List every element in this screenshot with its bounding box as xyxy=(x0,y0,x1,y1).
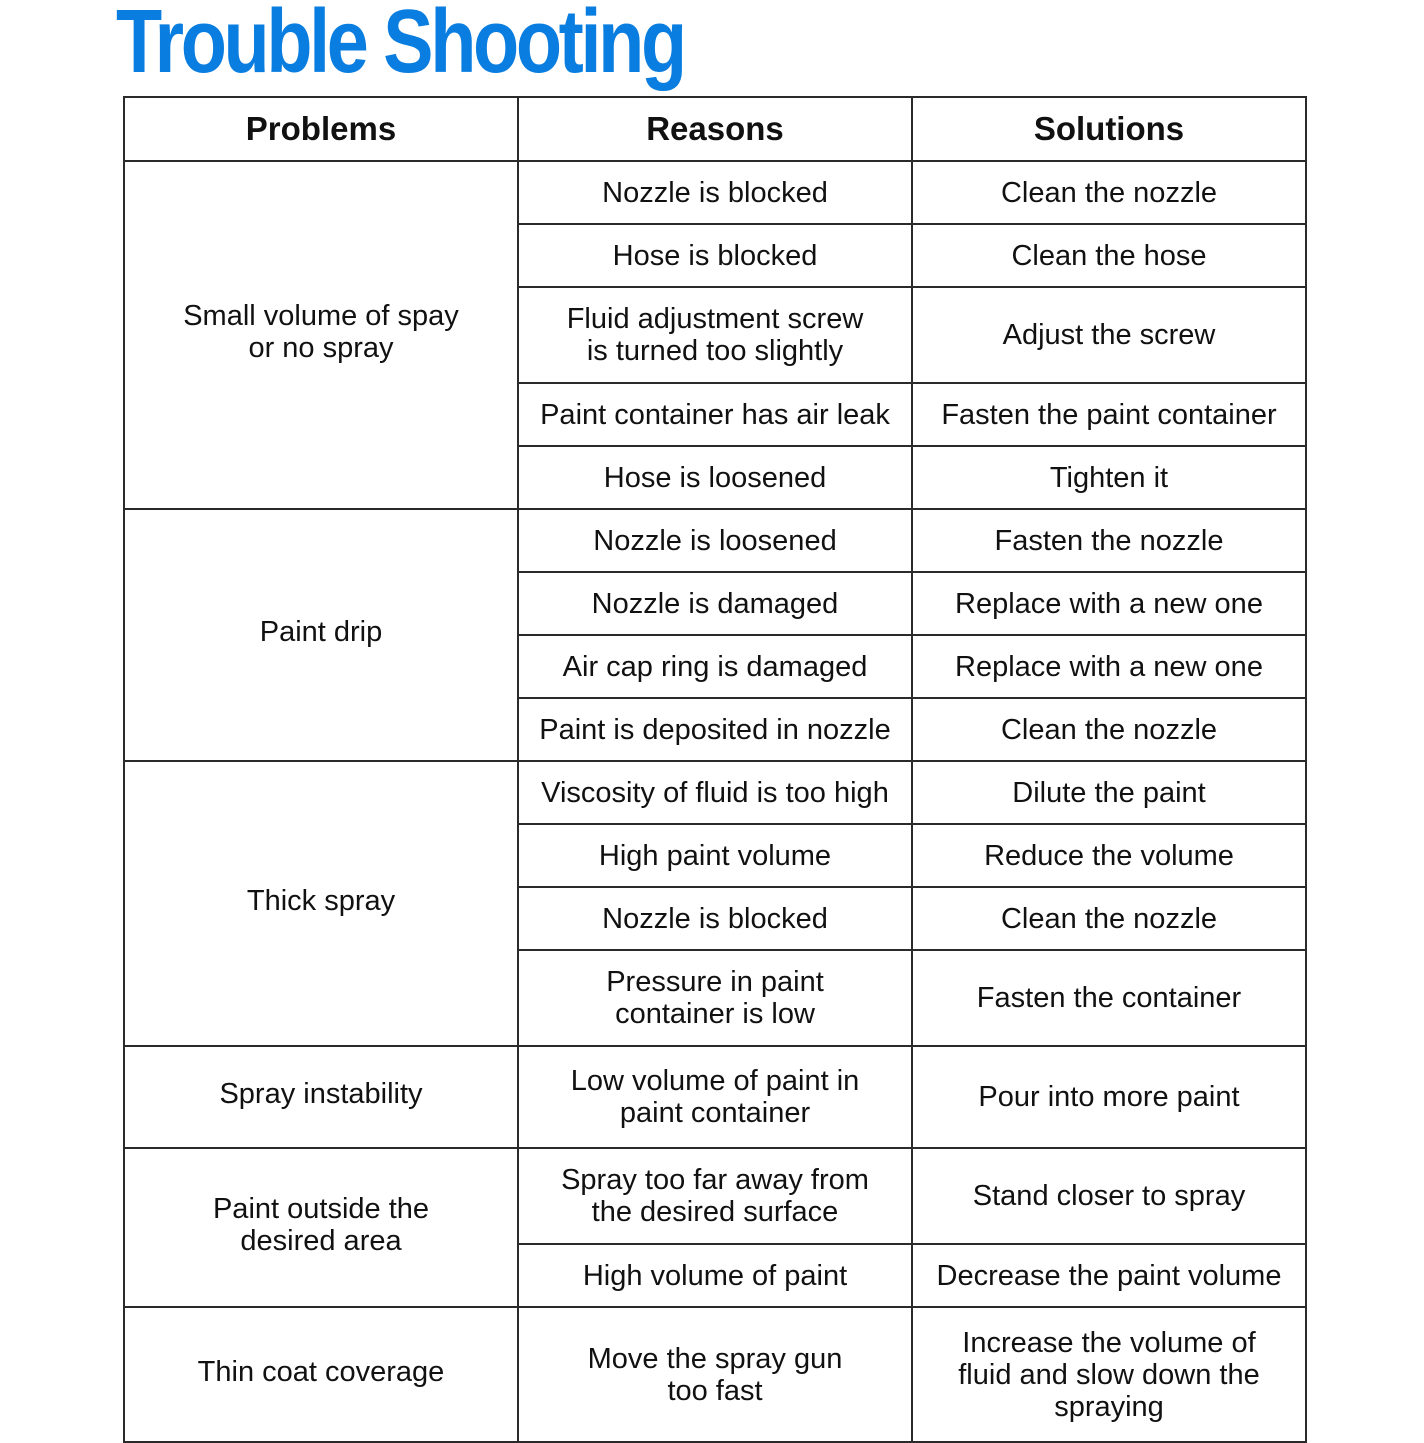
reason-cell: Nozzle is damaged xyxy=(518,572,912,635)
header-solutions: Solutions xyxy=(912,97,1306,161)
solution-cell: Adjust the screw xyxy=(912,287,1306,383)
solution-cell: Pour into more paint xyxy=(912,1046,1306,1148)
reason-cell: Spray too far away from the desired surface xyxy=(518,1148,912,1244)
table-row xyxy=(124,1307,1306,1442)
problem-cell: Small volume of spay or no spray xyxy=(124,161,518,509)
reason-cell: Low volume of paint in paint container xyxy=(518,1046,912,1148)
table-row xyxy=(124,761,1306,824)
solution-cell: Clean the nozzle xyxy=(912,698,1306,761)
reason-cell: Viscosity of fluid is too high xyxy=(518,761,912,824)
reason-cell: Paint is deposited in nozzle xyxy=(518,698,912,761)
solution-cell: Reduce the volume xyxy=(912,824,1306,887)
reason-cell: Pressure in paint container is low xyxy=(518,950,912,1046)
reason-cell: Hose is loosened xyxy=(518,446,912,509)
solution-cell: Replace with a new one xyxy=(912,572,1306,635)
solution-cell: Tighten it xyxy=(912,446,1306,509)
problem-cell: Paint outside the desired area xyxy=(124,1148,518,1307)
header-row xyxy=(124,97,1306,161)
reason-cell: Hose is blocked xyxy=(518,224,912,287)
reason-cell: Nozzle is loosened xyxy=(518,509,912,572)
solution-cell: Fasten the paint container xyxy=(912,383,1306,446)
problem-cell: Paint drip xyxy=(124,509,518,761)
reason-cell: Nozzle is blocked xyxy=(518,887,912,950)
reason-cell: Air cap ring is damaged xyxy=(518,635,912,698)
reason-cell: Nozzle is blocked xyxy=(518,161,912,224)
header-reasons: Reasons xyxy=(518,97,912,161)
table-row xyxy=(124,509,1306,572)
solution-cell: Fasten the nozzle xyxy=(912,509,1306,572)
solution-cell: Decrease the paint volume xyxy=(912,1244,1306,1307)
reason-cell: High paint volume xyxy=(518,824,912,887)
problem-cell: Thin coat coverage xyxy=(124,1307,518,1442)
reason-cell: Fluid adjustment screw is turned too slightly xyxy=(518,287,912,383)
header-problems: Problems xyxy=(124,97,518,161)
reason-cell: High volume of paint xyxy=(518,1244,912,1307)
solution-cell: Clean the hose xyxy=(912,224,1306,287)
table-row xyxy=(124,1046,1306,1148)
solution-cell: Replace with a new one xyxy=(912,635,1306,698)
solution-cell: Increase the volume of fluid and slow down the spraying xyxy=(912,1307,1306,1442)
table-row xyxy=(124,1148,1306,1244)
page-title: Trouble Shooting xyxy=(116,0,684,92)
solution-cell: Dilute the paint xyxy=(912,761,1306,824)
solution-cell: Clean the nozzle xyxy=(912,887,1306,950)
solution-cell: Stand closer to spray xyxy=(912,1148,1306,1244)
solution-cell: Fasten the container xyxy=(912,950,1306,1046)
solution-cell: Clean the nozzle xyxy=(912,161,1306,224)
table-row xyxy=(124,161,1306,224)
reason-cell: Paint container has air leak xyxy=(518,383,912,446)
problem-cell: Thick spray xyxy=(124,761,518,1046)
problem-cell: Spray instability xyxy=(124,1046,518,1148)
troubleshooting-table xyxy=(123,96,1307,1443)
reason-cell: Move the spray gun too fast xyxy=(518,1307,912,1442)
